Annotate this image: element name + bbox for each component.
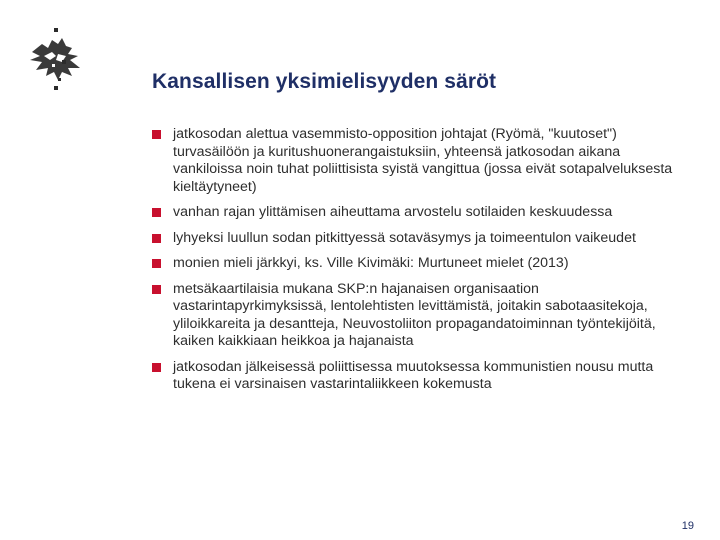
bullet-list	[152, 126, 692, 402]
list-item	[152, 126, 692, 196]
slide-title: Kansallisen yksimielisyyden säröt	[152, 70, 497, 93]
bullet-square-icon	[152, 234, 161, 243]
bullet-square-icon	[152, 208, 161, 217]
page-number: 19	[681, 520, 694, 532]
list-item	[152, 255, 692, 273]
bullet-text: jatkosodan alettua vasemmisto-opposition johtajat (Ryömä, "kuutoset") turvasäilöön ja kuritushuonerangaistuksiin, yhteensä jatkosodan aikana vankiloissa noin tuhat poliittisista syistä vangittua (jossa eivät sotapalveluksesta kieltäytyneet)	[173, 126, 673, 195]
bullet-text: vanhan rajan ylittämisen aiheuttama arvostelu sotilaiden keskuudessa	[173, 204, 613, 220]
bullet-square-icon	[152, 285, 161, 294]
bullet-text: monien mieli järkkyi, ks. Ville Kivimäki: Murtuneet mielet (2013)	[173, 255, 569, 271]
minerva-owl-logo-icon	[22, 26, 90, 94]
list-item	[152, 359, 692, 394]
list-item	[152, 204, 692, 222]
bullet-square-icon	[152, 259, 161, 268]
list-item	[152, 230, 692, 248]
list-item	[152, 281, 692, 351]
bullet-square-icon	[152, 363, 161, 372]
bullet-square-icon	[152, 130, 161, 139]
bullet-text: metsäkaartilaisia mukana SKP:n hajanaisen organisaation vastarintapyrkimyksissä, lentolehtisten levittämistä, joitakin sabotaasitekoja, yliloikkareita ja desantteja, Neuvostoliiton propagandatoiminnan työntekijöitä, kaiken kaikkiaan heikkoa ja hajanaista	[173, 280, 656, 349]
bullet-text: lyhyeksi luullun sodan pitkittyessä sotaväsymys ja toimeentulon vaikeudet	[173, 229, 636, 246]
bullet-text: jatkosodan jälkeisessä poliittisessa muutoksessa kommunistien nousu mutta tukena ei varsinaisen vastarintaliikkeen kokemusta	[173, 358, 654, 392]
